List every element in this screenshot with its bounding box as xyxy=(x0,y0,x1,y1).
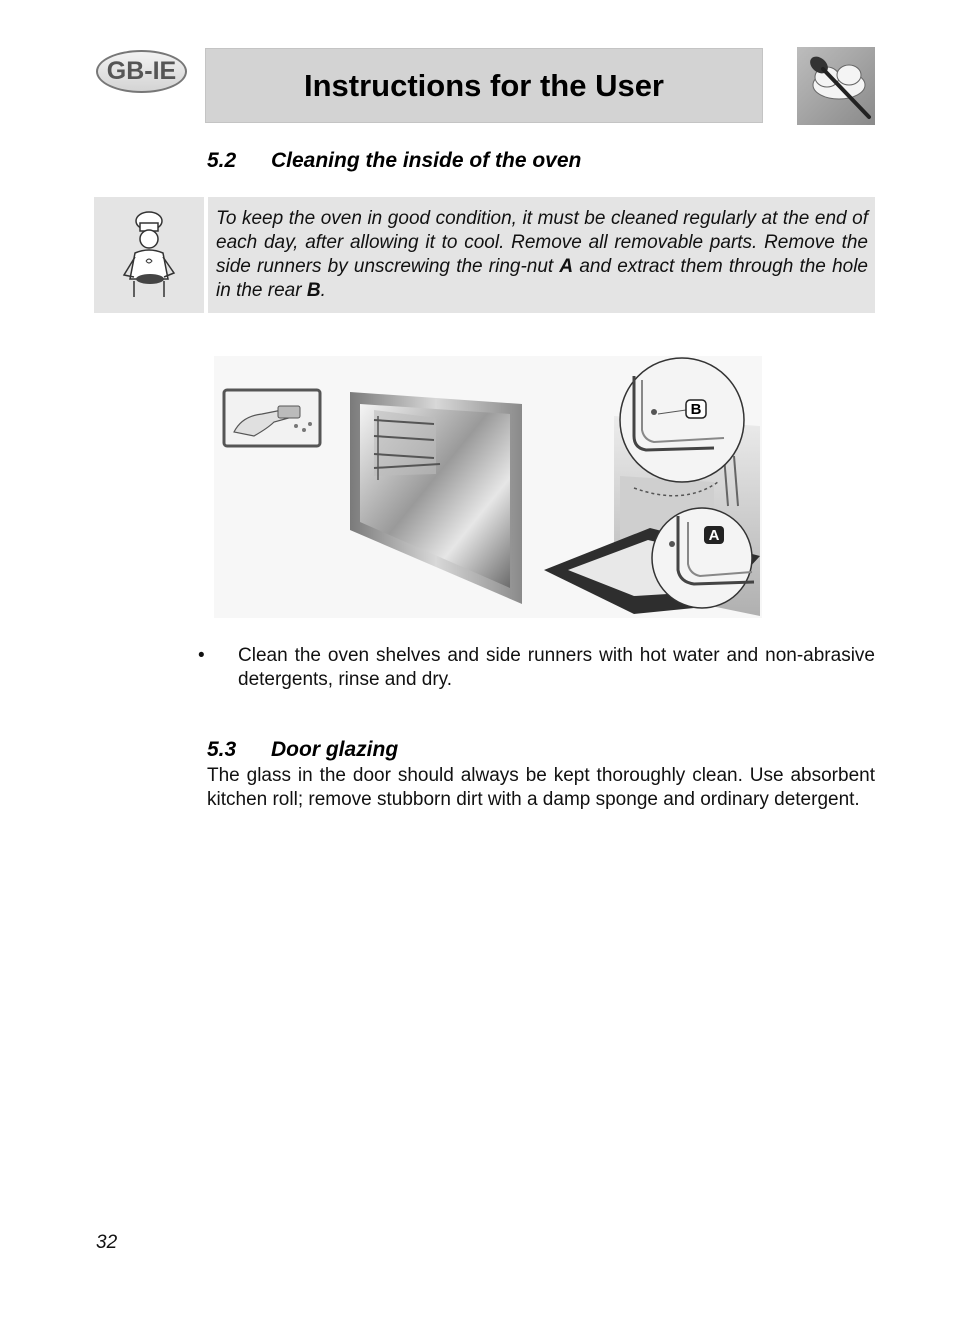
section-number: 5.3 xyxy=(207,738,237,761)
section-heading-5-3 xyxy=(207,738,398,762)
note-box xyxy=(94,197,875,313)
section-heading-5-2 xyxy=(207,149,581,173)
page-title: Instructions for the User xyxy=(205,48,763,123)
note-text: To keep the oven in good condition, it must be cleaned regularly at the end of each day, after allowing it to cool. Remove all removable parts. Remove the side runners by unscrewing the ring-nut A and extract them through the hole in the rear B. xyxy=(208,197,875,313)
page-number: 32 xyxy=(96,1232,118,1253)
section-title: Door glazing xyxy=(271,738,399,761)
sponge-hand-icon xyxy=(224,390,320,446)
chef-hat-spoon-icon xyxy=(797,47,875,125)
region-badge: GB-IE xyxy=(96,50,187,93)
label-b: B xyxy=(306,280,321,301)
section-number: 5.2 xyxy=(207,149,237,172)
illustration-label-b: B xyxy=(690,401,702,418)
bullet-item xyxy=(198,644,875,692)
section-title: Cleaning the inside of the oven xyxy=(271,149,582,172)
door-glazing-paragraph: The glass in the door should always be kept thoroughly clean. Use absorbent kitchen roll; remove stubborn dirt with a damp sponge and ordinary detergent. xyxy=(207,765,875,810)
chef-icon xyxy=(94,197,204,313)
illustration-label-a: A xyxy=(708,527,720,544)
bullet-marker: • xyxy=(198,645,205,666)
oven-cleaning-illustration xyxy=(214,356,762,618)
label-a: A xyxy=(559,256,574,277)
bullet-text: Clean the oven shelves and side runners with hot water and non-abrasive detergents, rinse and dry. xyxy=(238,645,875,690)
